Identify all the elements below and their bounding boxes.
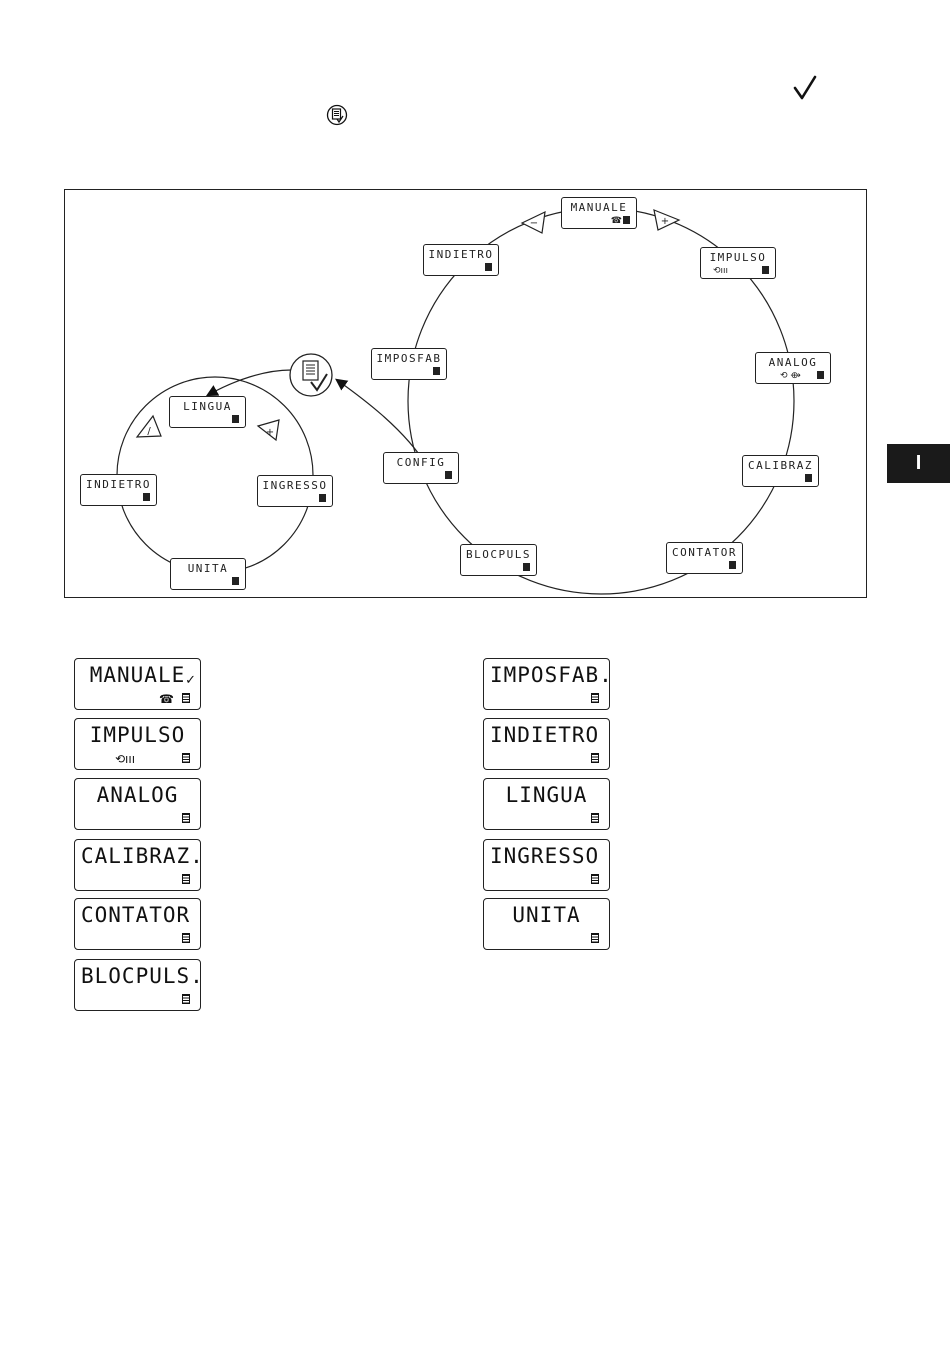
display-indietro: INDIETRO: [483, 718, 610, 770]
lcd-analog: ANALOG ⟲ ⟴: [755, 352, 831, 384]
svg-text:−: −: [529, 218, 539, 229]
menu-symbol-icon: [591, 874, 599, 884]
lcd-indietro-main: INDIETRO: [423, 244, 499, 276]
plus-button-sub: [258, 420, 279, 440]
arrow-to-lingua: [208, 370, 291, 395]
minus-button-sub: [137, 416, 161, 437]
hand-icon: ☎: [610, 216, 622, 226]
menu-symbol-icon: [817, 371, 824, 379]
lcd-unita: UNITA: [170, 558, 246, 590]
menu-symbol-icon: [591, 693, 599, 703]
menu-symbol-icon: [182, 994, 190, 1004]
display-impulso: IMPULSO ⟲ııı: [74, 718, 201, 770]
lcd-config: CONFIG: [383, 452, 459, 484]
menu-symbol-icon: [485, 263, 492, 271]
display-contator: CONTATOR: [74, 898, 201, 950]
display-lingua: LINGUA: [483, 778, 610, 830]
hand-icon: ☎: [159, 692, 174, 706]
menu-symbol-icon: [805, 474, 812, 482]
menu-symbol-icon: [433, 367, 440, 375]
lcd-calibraz: CALIBRAZ: [742, 455, 819, 487]
menu-symbol-icon: [182, 693, 190, 703]
check-icon: ✓: [185, 673, 196, 688]
display-calibraz: CALIBRAZ.: [74, 839, 201, 891]
menu-symbol-icon: [182, 933, 190, 943]
menu-symbol-icon: [232, 415, 239, 423]
menu-symbol-icon: [591, 813, 599, 823]
lcd-imposfab: IMPOSFAB: [371, 348, 447, 380]
menu-confirm-icon: [326, 104, 348, 126]
menu-diagram: [64, 189, 867, 598]
minus-button-main: [522, 212, 545, 233]
menu-symbol-icon: [591, 933, 599, 943]
svg-text:/: /: [147, 426, 151, 437]
lcd-manuale: MANUALE ☎: [561, 197, 637, 229]
menu-symbol-icon: [591, 753, 599, 763]
menu-symbol-icon: [182, 874, 190, 884]
menu-symbol-icon: [182, 753, 190, 763]
plus-button-main: [654, 210, 679, 230]
menu-symbol-icon: [182, 813, 190, 823]
svg-text:+: +: [265, 427, 275, 438]
pulse-icon: ⟲ııı: [115, 752, 136, 766]
display-unita: UNITA: [483, 898, 610, 950]
display-imposfab: IMPOSFAB.: [483, 658, 610, 710]
display-analog: ANALOG: [74, 778, 201, 830]
menu-symbol-icon: [319, 494, 326, 502]
check-icon: [792, 74, 818, 102]
menu-symbol-icon: [143, 493, 150, 501]
analog-icon: ⟲ ⟴: [780, 371, 801, 381]
menu-symbol-icon: [523, 563, 530, 571]
lcd-ingresso: INGRESSO: [257, 475, 333, 507]
menu-confirm-big-icon: [290, 354, 332, 396]
svg-text:+: +: [660, 216, 670, 227]
lcd-lingua: LINGUA: [169, 396, 246, 428]
pulse-icon: ⟲ııı: [713, 266, 729, 276]
display-manuale: MANUALE ✓ ☎: [74, 658, 201, 710]
menu-symbol-icon: [445, 471, 452, 479]
lcd-blocpuls: BLOCPULS: [460, 544, 537, 576]
menu-symbol-icon: [623, 216, 630, 224]
menu-symbol-icon: [729, 561, 736, 569]
lcd-impulso: IMPULSO ⟲ııı: [700, 247, 776, 279]
display-blocpuls: BLOCPULS.: [74, 959, 201, 1011]
menu-symbol-icon: [232, 577, 239, 585]
lcd-contator: CONTATOR: [666, 542, 743, 574]
lcd-indietro-sub: INDIETRO: [80, 474, 157, 506]
display-ingresso: INGRESSO: [483, 839, 610, 891]
section-tab: I: [887, 444, 950, 483]
menu-symbol-icon: [762, 266, 769, 274]
